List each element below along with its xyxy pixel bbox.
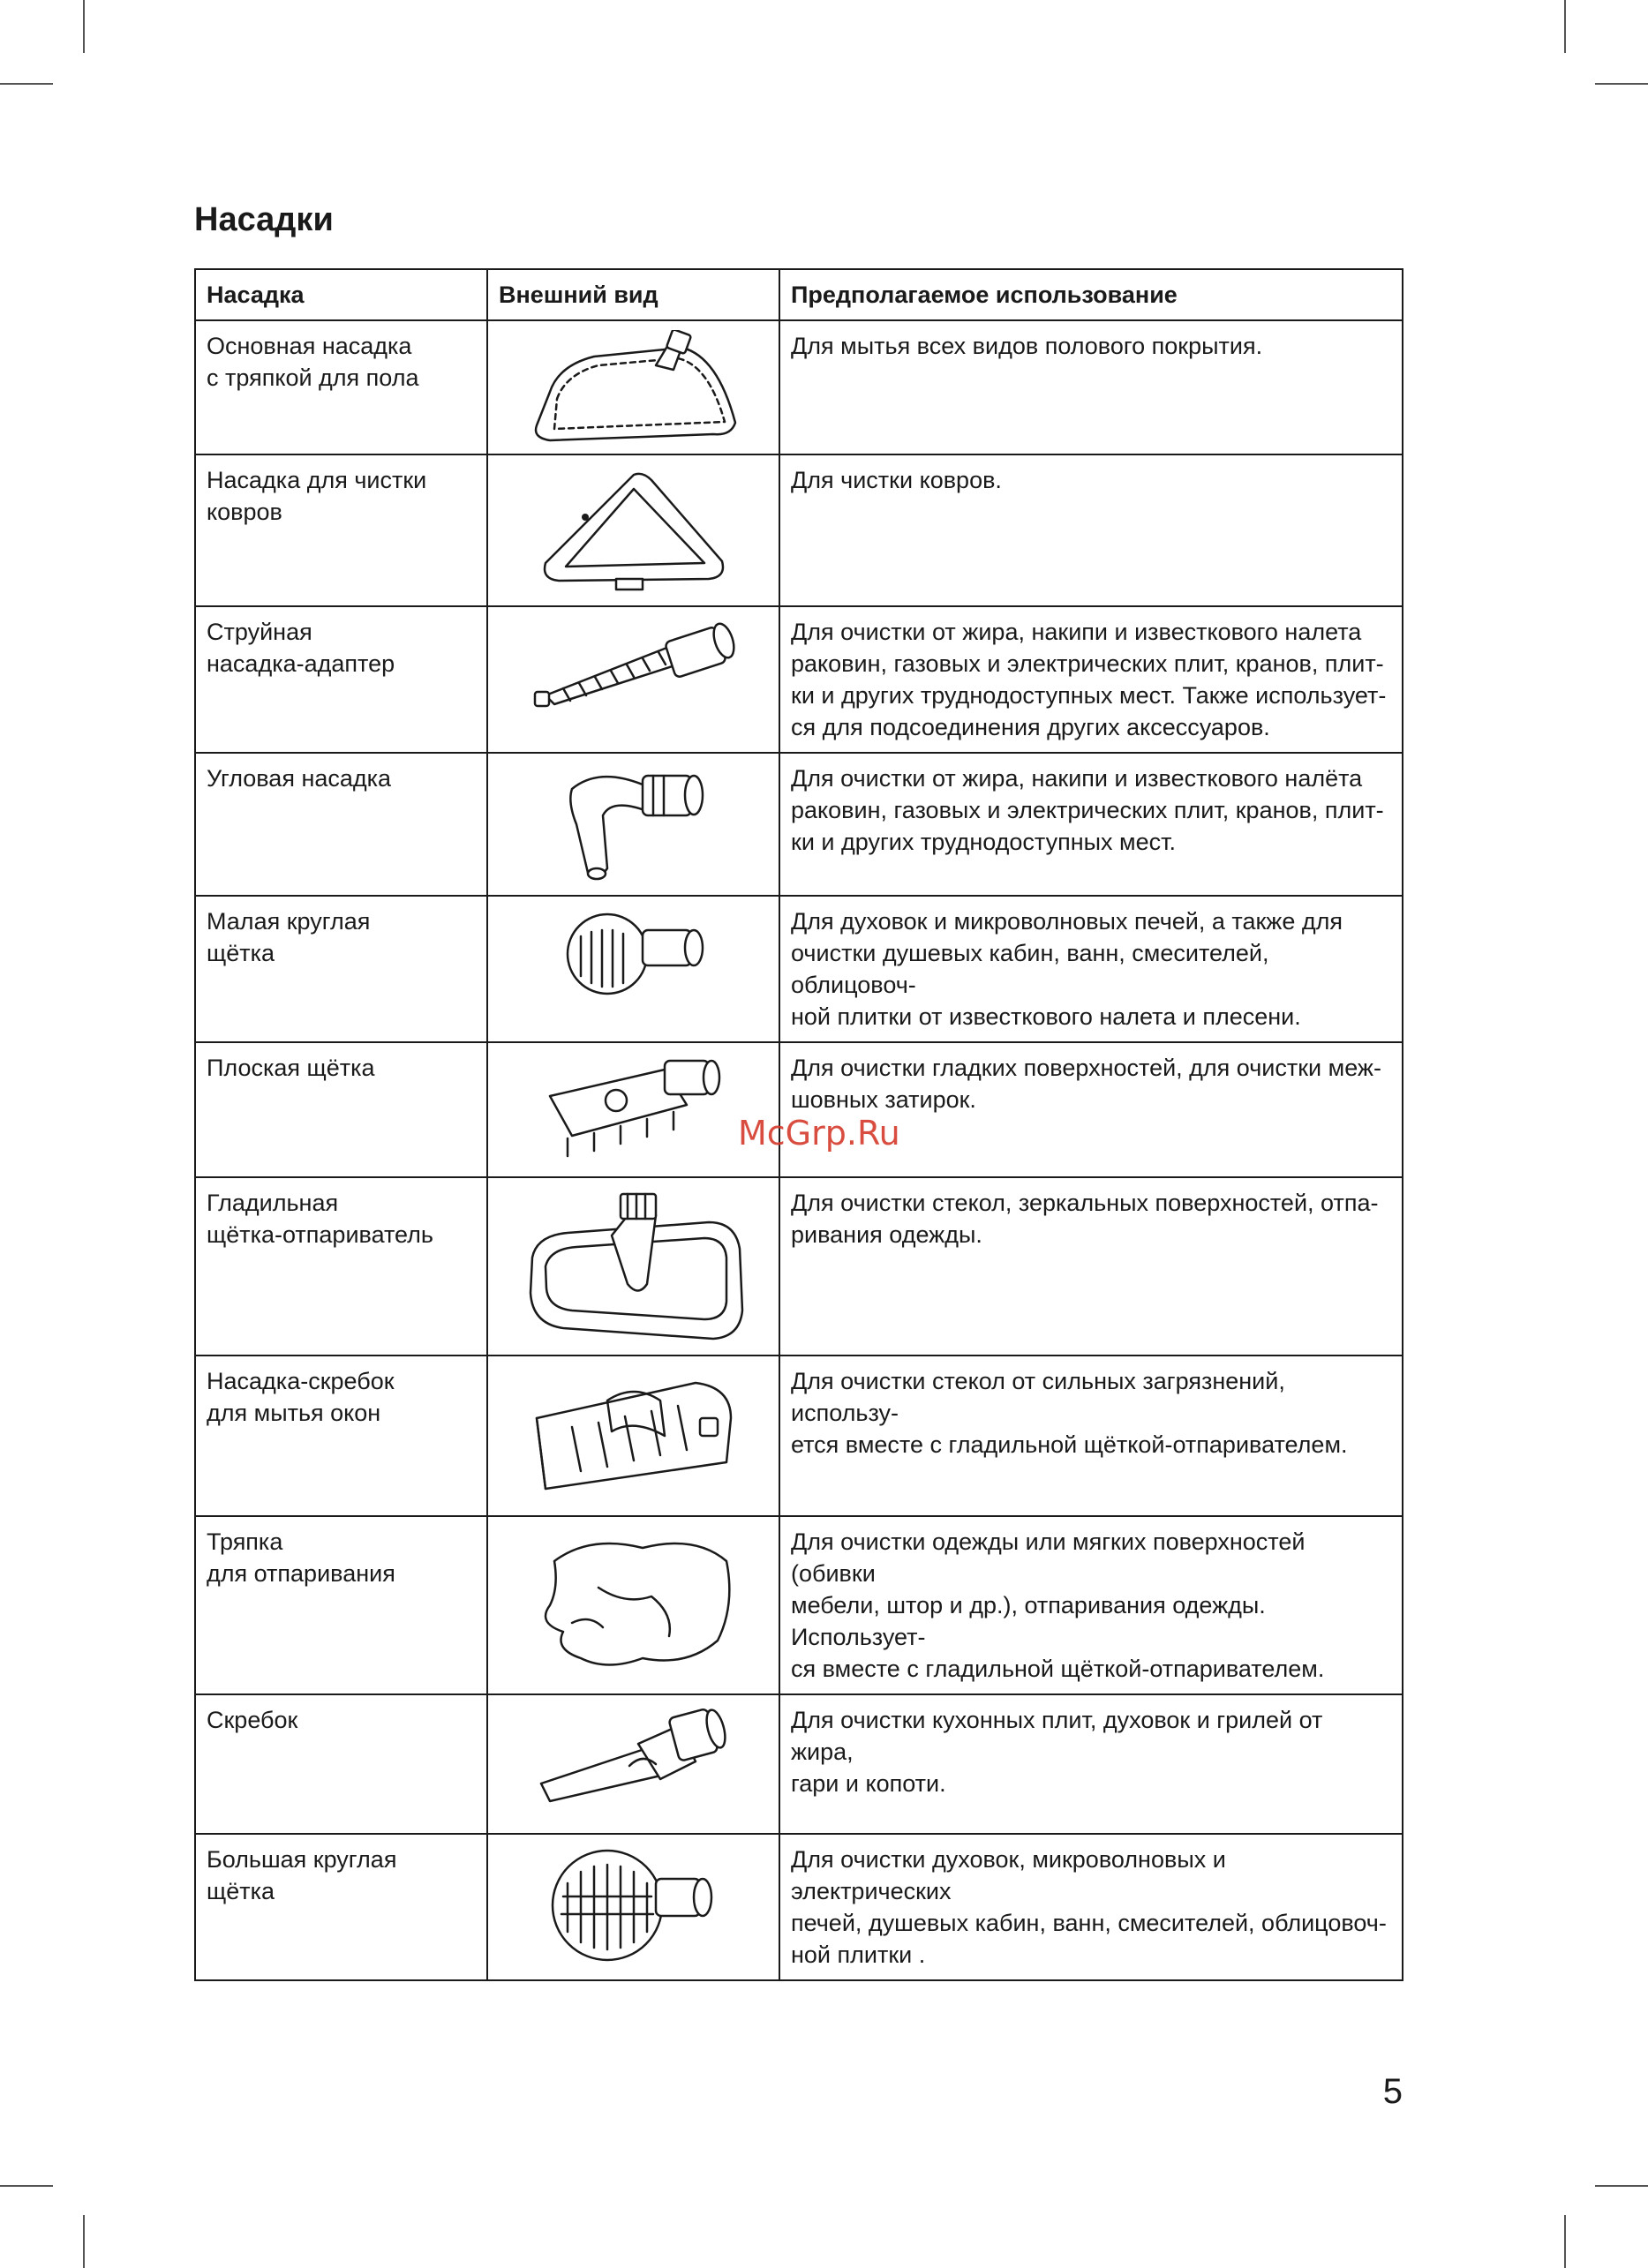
large-round-brush-illustration [537,1844,731,1967]
table-row [195,1177,1403,1356]
nozzle-name: Тряпка для отпаривания [195,1516,487,1694]
nozzle-name: Гладильная щётка-отпариватель [195,1177,487,1356]
nozzle-use: Для очистки стекол, зеркальных поверхностей, отпа- ривания одежды. [779,1177,1403,1356]
window-scraper-nozzle-illustration [519,1365,749,1506]
steaming-cloth-illustration [519,1526,749,1676]
flat-brush-illustration [532,1052,735,1167]
nozzle-name: Насадка для чистки ковров [195,454,487,606]
nozzle-image-cell [487,896,779,1042]
nozzle-use: Для мытья всех видов полового покрытия. [779,320,1403,454]
crop-mark [0,83,53,85]
nozzle-image-cell [487,1516,779,1694]
nozzle-name: Угловая насадка [195,753,487,896]
header-intended-use: Предполагаемое использование [779,269,1403,320]
nozzle-use: Для очистки одежды или мягких поверхностей (обивки мебели, штор и др.), отпаривания одежды. Использует- ся вместе с гладильной щёткой-отпаривателем. [779,1516,1403,1694]
nozzle-use: Для духовок и микроволновых печей, а также для очистки душевых кабин, ванн, смесителей, облицовоч- ной плитки от известкового налета и плесени. [779,896,1403,1042]
nozzle-image-cell [487,1356,779,1516]
header-appearance: Внешний вид [487,269,779,320]
nozzle-image-cell [487,1042,779,1177]
page-title: Насадки [194,201,334,238]
nozzle-use: Для очистки кухонных плит, духовок и грилей от жира, гари и копоти. [779,1694,1403,1834]
table-row [195,1356,1403,1516]
nozzle-use: Для очистки от жира, накипи и известкового налета раковин, газовых и электрических плит, кранов, плит- ки и других труднодоступных мест. Также использует- ся для подсоединения других аксессуаров. [779,606,1403,753]
table-header-row [195,269,1403,320]
table-row [195,454,1403,606]
floor-nozzle-with-cloth-illustration [515,330,753,445]
nozzle-use: Для очистки духовок, микроволновых и электрических печей, душевых кабин, ванн, смесителей, облицовоч- ной плитки . [779,1834,1403,1980]
nozzle-use: Для очистки от жира, накипи и известкового налёта раковин, газовых и электрических плит, кранов, плит- ки и других труднодоступных мест. [779,753,1403,896]
watermark: McGrp.Ru [738,1114,900,1153]
small-round-brush-illustration [546,905,722,1003]
nozzle-name: Струйная насадка-адаптер [195,606,487,753]
table-row [195,753,1403,896]
table-row [195,896,1403,1042]
crop-mark [0,2185,53,2187]
carpet-nozzle-illustration [532,464,735,597]
nozzle-use: Для чистки ковров. [779,454,1403,606]
nozzle-image-cell [487,320,779,454]
nozzle-name: Насадка-скребок для мытья окон [195,1356,487,1516]
table-row [195,1834,1403,1980]
table-row [195,320,1403,454]
nozzle-use: Для очистки гладких поверхностей, для очистки меж- шовных затирок. [779,1042,1403,1177]
jet-nozzle-adapter-illustration [528,616,740,713]
nozzle-image-cell [487,1177,779,1356]
header-nozzle: Насадка [195,269,487,320]
nozzle-image-cell [487,1694,779,1834]
nozzle-name: Малая круглая щётка [195,896,487,1042]
nozzle-image-cell [487,606,779,753]
crop-mark [1595,83,1648,85]
table-row [195,1516,1403,1694]
table-row [195,1042,1403,1177]
ironing-steamer-brush-illustration [515,1187,753,1346]
crop-mark [1564,0,1566,53]
scraper-illustration [523,1704,744,1819]
crop-mark [1595,2185,1648,2187]
nozzle-image-cell [487,1834,779,1980]
table-row [195,606,1403,753]
crop-mark [83,2215,85,2268]
crop-mark [1564,2215,1566,2268]
nozzle-name: Основная насадка с тряпкой для пола [195,320,487,454]
nozzle-image-cell [487,454,779,606]
nozzle-name: Скребок [195,1694,487,1834]
page-number: 5 [1382,2072,1403,2111]
nozzle-name: Большая круглая щётка [195,1834,487,1980]
nozzle-name: Плоская щётка [195,1042,487,1177]
nozzle-use: Для очистки стекол от сильных загрязнений, использу- ется вместе с гладильной щёткой-отпаривателем. [779,1356,1403,1516]
crop-mark [83,0,85,53]
table-row [195,1694,1403,1834]
nozzle-image-cell [487,753,779,896]
angle-nozzle-illustration [546,762,722,886]
